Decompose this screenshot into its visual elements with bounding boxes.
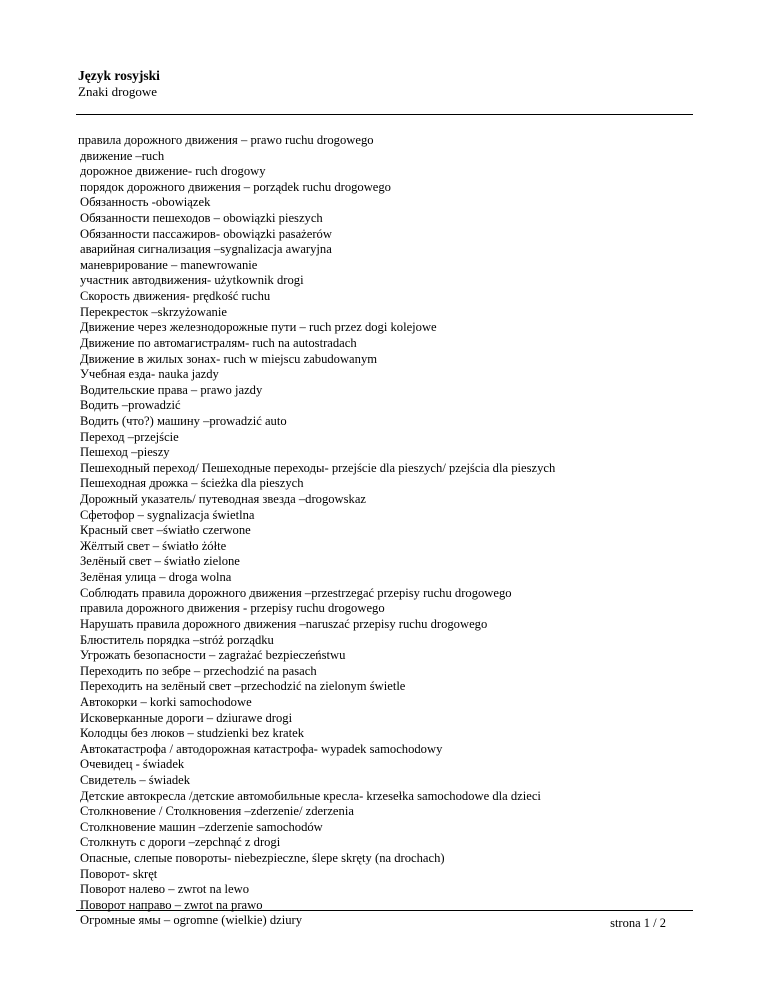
vocabulary-entry: Пешеходная дрожка – ścieżka dla pieszych [80,476,304,491]
vocabulary-entry: Соблюдать правила дорожного движения –przestrzegać przepisy ruchu drogowego [80,585,512,600]
vocabulary-entry: Зелёный свет – światło zielone [80,554,240,569]
vocabulary-entry: Исковерканные дороги – dziurawe drogi [80,710,293,725]
vocabulary-entry: аварийная сигнализация –sygnalizacja awaryjna [80,242,332,257]
vocabulary-entry: Угрожать безопасности – zagrażać bezpieczeństwu [80,648,346,663]
vocabulary-entry: Поворот налево – zwrot na lewo [80,882,250,897]
vocabulary-entry: Движение через железнодорожные пути – ruch przez dogi kolejowe [80,320,437,335]
document-title: Język rosyjski [78,68,160,83]
vocabulary-entry: Красный свет –światło czerwone [80,523,251,538]
bottom-divider [76,910,693,911]
document-subtitle: Znaki drogowe [78,84,158,99]
vocabulary-entry: порядок дорожного движения – porządek ruchu drogowego [80,179,391,194]
vocabulary-entry: правила дорожного движения – prawo ruchu drogowego [78,133,374,147]
vocabulary-entry: Обязанности пешеходов – obowiązki pieszych [80,211,323,226]
vocabulary-entry: участник автодвижения- użytkownik drogi [80,273,304,288]
vocabulary-entry: Обязанность -obowiązek [80,195,211,210]
vocabulary-entry: Огромные ямы – ogromne (wielkie) dziury [80,913,303,928]
vocabulary-entry: Поворот направо – zwrot na prawo [80,897,263,912]
vocabulary-entry: Водить (что?) машину –prowadzić auto [80,413,287,428]
vocabulary-entry: Учебная езда- nauka jazdy [80,367,219,382]
vocabulary-entry: дорожное движение- ruch drogowy [80,164,266,179]
vocabulary-entry: Зелёная улица – droga wolna [80,570,232,585]
vocabulary-entry: Переходить на зелёный свет –przechodzić na zielonym świetle [80,679,406,694]
vocabulary-entry: Переход –przejście [80,429,179,444]
vocabulary-entry: Автокорки – korki samochodowe [80,694,252,709]
vocabulary-entry: Столкнуть с дороги –zepchnąć z drogi [80,835,281,850]
vocabulary-entry: Столкновение машин –zderzenie samochodów [80,819,323,834]
vocabulary-entry: Водить –prowadzić [80,398,181,413]
vocabulary-entry: движение –ruch [80,148,165,163]
vocabulary-entry: Перекресток –skrzyżowanie [80,304,227,319]
vocabulary-entry: Движение по автомагистралям- ruch na autostradach [80,335,357,350]
vocabulary-entry: маневрирование – manewrowanie [80,257,258,272]
vocabulary-entry: Колодцы без люков – studzienki bez kratek [80,726,304,741]
vocabulary-entry: Столкновение / Столкновения –zderzenie/ zderzenia [80,804,354,819]
vocabulary-entry: Свидетель – świadek [80,772,191,787]
vocabulary-entry: Поворот- skręt [80,866,158,881]
vocabulary-entry: Сфетофор – sygnalizacja świetlna [80,507,255,522]
vocabulary-entry: Скорость движения- prędkość ruchu [80,289,271,304]
vocabulary-entry: Обязанности пассажиров- obowiązki pasażerów [80,226,332,241]
vocabulary-entry: Автокатастрофа / автодорожная катастрофа- wypadek samochodowy [80,741,443,756]
vocabulary-entry: Опасные, слепые повороты- niebezpieczne, ślepe skręty (na drochach) [80,851,445,866]
vocabulary-entry: Водительские права – prawo jazdy [80,382,263,397]
vocabulary-entry: Блюститель порядка –stróż porządku [80,632,274,647]
document-header [78,68,160,99]
vocabulary-entry: Жёлтый свет – światło żółte [80,538,227,553]
vocabulary-entry: Нарушать правила дорожного движения –naruszać przepisy ruchu drogowego [80,616,488,631]
vocabulary-entry: Детские автокресла /детские автомобильные кресла- krzesełka samochodowe dla dzieci [80,788,541,803]
vocabulary-list [78,133,555,929]
vocabulary-entry: Пешеходный переход/ Пешеходные переходы- przejście dla pieszych/ pzejścia dla pieszych [80,460,556,475]
vocabulary-entry: Пешеход –pieszy [80,445,170,460]
vocabulary-entry: правила дорожного движения - przepisy ruchu drogowego [80,601,385,616]
vocabulary-entry: Переходить по зебре – przechodzić na pasach [80,663,317,678]
vocabulary-entry: Движение в жилых зонах- ruch w miejscu zabudowanym [80,351,378,366]
vocabulary-entry: Дорожный указатель/ путеводная звезда –drogowskaz [80,492,367,507]
top-divider [76,114,693,115]
page-number: strona 1 / 2 [610,916,666,930]
vocabulary-entry: Очевидец - świadek [80,757,185,772]
